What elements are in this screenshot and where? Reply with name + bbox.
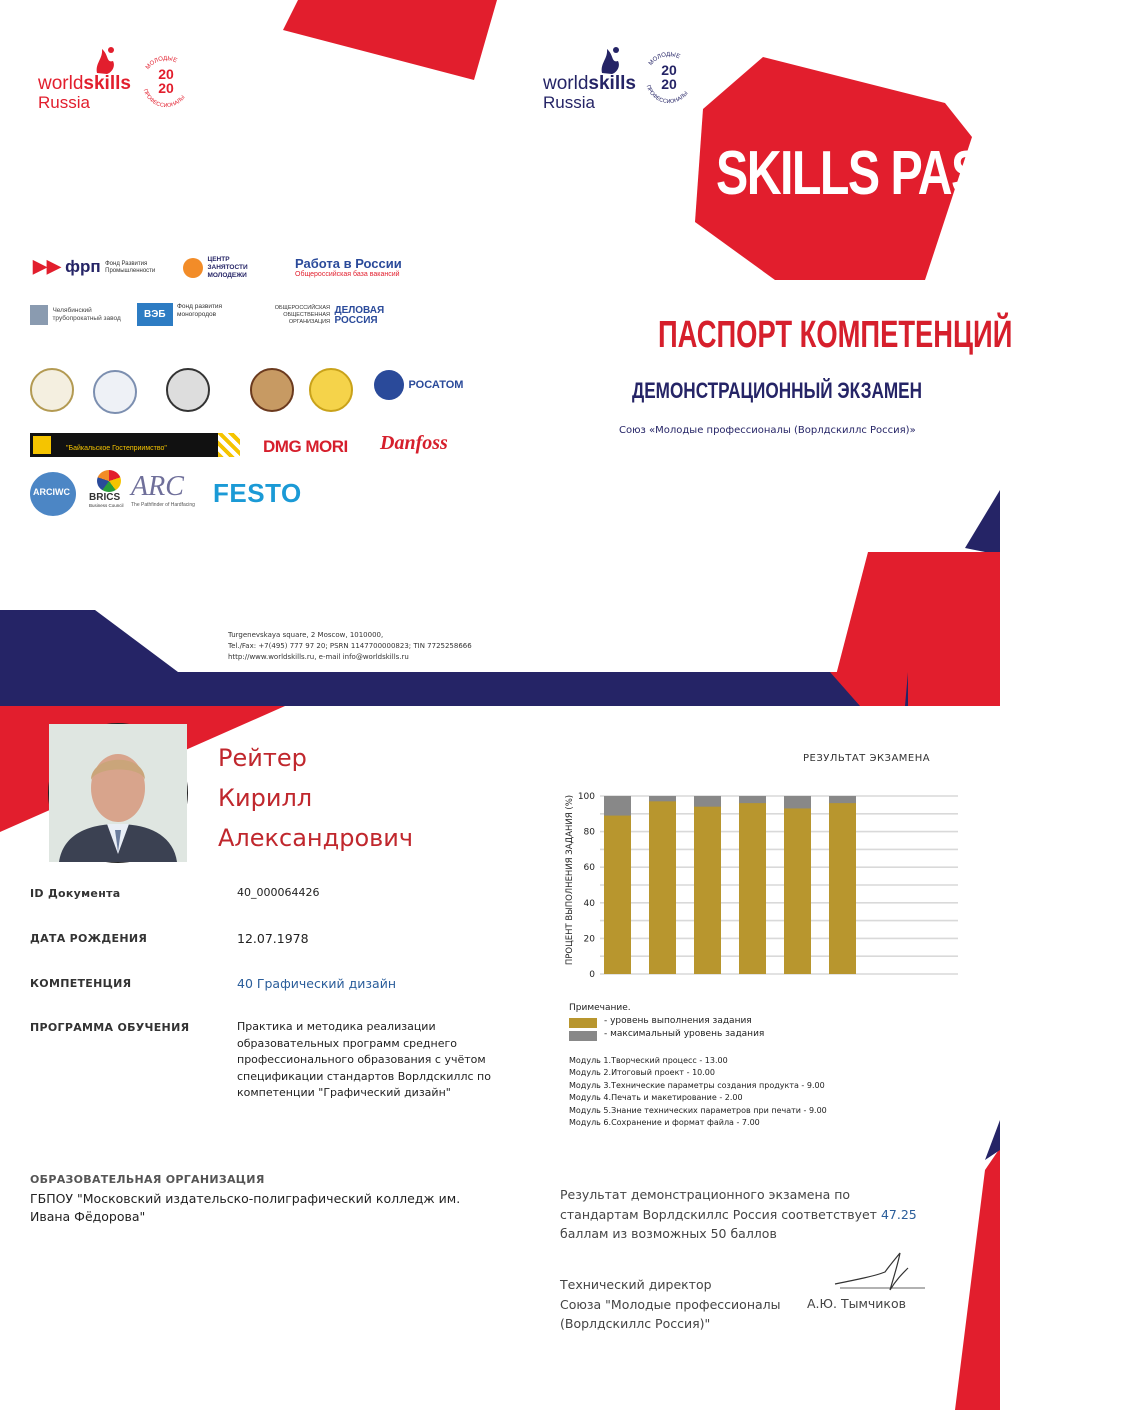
rabota-sub: Общероссийская база вакансий	[295, 271, 400, 278]
module-item: Модуль 6.Сохранение и формат файла - 7.00	[569, 1118, 760, 1128]
chart-ytick-label: 60	[583, 863, 595, 874]
organization-value: ГБПОУ "Московский издательско-полиграфический колледж им. Ивана Фёдорова"	[30, 1191, 461, 1224]
chart-bar-achieved	[739, 803, 766, 974]
arc-logo	[131, 472, 195, 508]
signatory-title	[560, 1275, 781, 1334]
chtpz-text: Челябинский трубопрокатный завод	[52, 307, 121, 322]
chart-bar-achieved	[649, 801, 676, 974]
signatory-name: А.Ю. Тымчиков	[807, 1296, 906, 1311]
delovaya-prefix: ОБЩЕРОССИЙСКАЯ ОБЩЕСТВЕННАЯ ОРГАНИЗАЦИЯ	[274, 305, 330, 325]
chart-bar-achieved	[829, 803, 856, 974]
worldskills-flame-icon	[598, 45, 622, 73]
rosatom-icon	[374, 370, 404, 400]
arciwc-logo	[30, 472, 76, 516]
delovaya-text: ДЕЛОВАЯ РОССИЯ	[334, 304, 385, 326]
frp-logo	[33, 256, 167, 277]
veb-text: ВЭБ	[137, 303, 173, 326]
molodye-professionaly-logo-right	[640, 48, 698, 106]
emblem-2	[93, 370, 137, 414]
signatory-line-3: (Ворлдскиллс Россия)"	[560, 1316, 711, 1331]
cover-title: ПАСПОРТ КОМПЕТЕНЦИЙ	[658, 314, 1013, 356]
chtpz-logo	[30, 305, 122, 325]
arc-text: ARC	[131, 471, 184, 502]
module-item: Модуль 5.Знание технических параметров при печати - 9.00	[569, 1105, 827, 1115]
address-line-2: Tel./Fax: +7(495) 777 97 20; PSRN 1147700000823; TIN 7725258666	[228, 642, 472, 650]
danfoss-logo: Danfoss	[380, 432, 448, 454]
frp-arrow-icon: ▶▶	[33, 256, 61, 276]
address-line-1: Turgenevskaya square, 2 Moscow, 1010000,	[228, 631, 384, 639]
module-item: Модуль 2.Итоговый проект - 10.00	[569, 1068, 715, 1078]
competence-label: КОМПЕТЕНЦИЯ	[30, 977, 132, 990]
bottom-right-red	[955, 1148, 1000, 1410]
rabota-text: Работа в России	[295, 256, 402, 271]
organization-label: ОБРАЗОВАТЕЛЬНАЯ ОРГАНИЗАЦИЯ	[30, 1173, 265, 1186]
chart-ylabel: ПРОЦЕНТ ВЫПОЛНЕНИЯ ЗАДАНИЯ (%)	[565, 794, 575, 966]
delovaya-rossiya-logo	[268, 305, 384, 326]
molodye-year-top: 20	[661, 62, 677, 78]
result-text-before: Результат демонстрационного экзамена по стандартам Ворлдскиллс Россия соответствует	[560, 1187, 877, 1222]
program-value: Практика и методика реализации образовательных программ среднего профессионального образования с учётом спецификации стандартов Ворлдскиллс по компетенции "Графический дизайн"	[237, 1020, 491, 1099]
veb-logo	[137, 303, 237, 326]
frp-sub: Фонд Развития Промышленности	[105, 260, 156, 274]
exam-result-chart	[555, 785, 975, 995]
ws-russia-text: Russia	[38, 93, 90, 112]
avatar	[48, 723, 188, 863]
ws-world-text: world	[543, 73, 589, 94]
emblem-4	[250, 368, 294, 412]
brics-sub: Business Council	[89, 503, 124, 508]
result-score: 47.25	[880, 1206, 917, 1222]
legend-achieved-swatch	[569, 1018, 597, 1028]
molodye-arc-top: МОЛОДЫЕ	[648, 51, 681, 67]
ws-skills-text: skills	[83, 73, 131, 94]
chart-ytick-label: 20	[583, 934, 595, 945]
molodye-arc-top: МОЛОДЫЕ	[145, 55, 178, 71]
signatory-line-1: Технический директор	[560, 1277, 712, 1292]
program-label: ПРОГРАММА ОБУЧЕНИЯ	[30, 1021, 190, 1034]
emblem-5	[309, 368, 353, 412]
chart-bar-achieved	[784, 808, 811, 974]
baikal-text: "Байкальское Гостеприимство"	[66, 445, 167, 452]
rabota-logo	[295, 256, 402, 278]
chart-ytick-label: 80	[583, 827, 595, 838]
veb-sub: Фонд развития моногородов	[176, 303, 223, 318]
czm-icon	[183, 258, 203, 278]
skills-passport-logo: SKILLS PASSPORT	[716, 139, 1140, 208]
signature-scribble	[830, 1250, 930, 1300]
festo-logo: FESTO	[213, 478, 302, 508]
brics-text: BRICS	[89, 492, 121, 503]
person-last-name: Рейтер	[218, 744, 307, 772]
baikal-icon	[33, 436, 51, 454]
result-text	[560, 1185, 920, 1244]
rosatom-text: РОСАТОМ	[408, 379, 464, 391]
dob-label: ДАТА РОЖДЕНИЯ	[30, 932, 148, 945]
address-line-3: http://www.worldskills.ru, e-mail info@worldskills.ru	[228, 653, 409, 661]
chart-ytick-label: 40	[583, 898, 595, 909]
chart-ytick-label: 0	[589, 970, 595, 980]
legend-max-swatch	[569, 1031, 597, 1041]
molodye-year-top: 20	[158, 66, 174, 82]
molodye-year-bottom: 20	[158, 80, 174, 96]
frp-text: фрп	[65, 257, 101, 276]
chart-bar-achieved	[694, 807, 721, 974]
legend-achieved: - уровень выполнения задания	[604, 1016, 752, 1026]
module-item: Модуль 3.Технические параметры создания продукта - 9.00	[569, 1080, 825, 1090]
competence-value: 40 Графический дизайн	[237, 976, 396, 991]
molodye-professionaly-logo-left	[137, 52, 195, 110]
result-text-after: баллам из возможных 50 баллов	[560, 1226, 777, 1241]
module-item: Модуль 1.Творческий процесс - 13.00	[569, 1056, 728, 1065]
worldskills-flame-icon	[93, 45, 117, 73]
brics-icon	[97, 470, 121, 492]
right-navy-shape	[965, 490, 1000, 555]
arc-sub: The Pathfinder of Hardfacing	[131, 502, 195, 508]
address-block	[228, 630, 472, 663]
ws-russia-text: Russia	[543, 93, 595, 112]
signatory-line-2: Союза "Молодые профессионалы	[560, 1296, 781, 1312]
legend-note: Примечание.	[569, 1003, 631, 1013]
baikal-stripes	[218, 433, 240, 457]
top-red-shape	[283, 0, 497, 80]
molodye-arc-bottom: ПРОФЕССИОНАЛЫ	[141, 88, 187, 110]
molodye-year-bottom: 20	[661, 76, 677, 92]
emblem-1	[30, 368, 74, 412]
module-item: Модуль 4.Печать и макетирование - 2.00	[569, 1093, 743, 1103]
person-first-name: Кирилл	[218, 784, 313, 812]
id-label: ID Документа	[30, 887, 121, 900]
chart-title: РЕЗУЛЬТАТ ЭКЗАМЕНА	[803, 753, 931, 764]
person-patronymic: Александрович	[218, 824, 414, 852]
molodye-arc-bottom: ПРОФЕССИОНАЛЫ	[644, 84, 690, 106]
chart-bar-achieved	[604, 816, 631, 974]
chart-ytick-label: 100	[577, 792, 595, 802]
brics-logo	[89, 470, 124, 508]
chtpz-icon	[30, 305, 48, 325]
arciwc-text: ARCIWC	[33, 487, 70, 497]
czm-text: ЦЕНТР ЗАНЯТОСТИ МОЛОДЕЖИ	[207, 256, 248, 279]
ws-skills-text: skills	[588, 73, 636, 94]
czm-logo	[183, 256, 265, 280]
modules-list	[569, 1055, 827, 1129]
baikal-logo	[30, 433, 240, 457]
ws-world-text: world	[38, 73, 84, 94]
legend-max: - максимальный уровень задания	[604, 1029, 765, 1039]
dob-value: 12.07.1978	[237, 931, 309, 946]
emblem-3	[166, 368, 210, 412]
cover-union: Союз «Молодые профессионалы (Ворлдскиллс Россия)»	[619, 425, 916, 436]
dmg-mori-logo: DMG MORI	[263, 437, 348, 456]
cover-subtitle: ДЕМОНСТРАЦИОННЫЙ ЭКЗАМЕН	[632, 378, 922, 403]
id-value: 40_000064426	[237, 886, 320, 899]
rosatom-logo	[374, 370, 463, 400]
